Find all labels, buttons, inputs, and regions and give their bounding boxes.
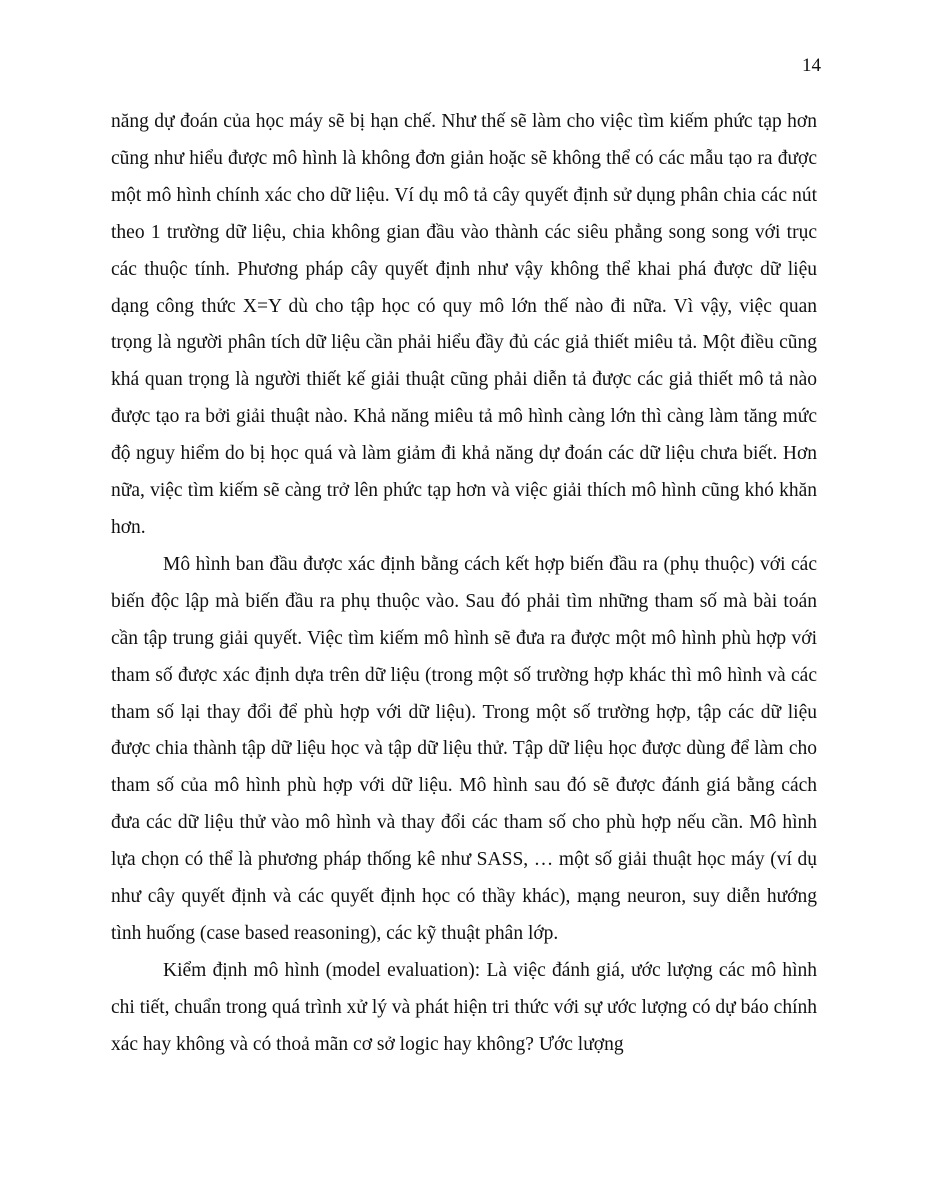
page-number: 14 — [802, 55, 821, 76]
body-text — [111, 104, 817, 1064]
paragraph-2: Mô hình ban đầu được xác định bằng cách kết hợp biến đầu ra (phụ thuộc) với các biến độc lập mà biến đầu ra phụ thuộc vào. Sau đó phải tìm những tham số mà bài toán cần tập trung giải quyết. Việc tìm kiếm mô hình sẽ đưa ra được một mô hình phù hợp với tham số được xác định dựa trên dữ liệu (trong một số trường hợp khác thì mô hình và các tham số lại thay đổi để phù hợp với dữ liệu). Trong một số trường hợp, tập các dữ liệu được chia thành tập dữ liệu học và tập dữ liệu thử. Tập dữ liệu học được dùng để làm cho tham số của mô hình phù hợp với dữ liệu. Mô hình sau đó sẽ được đánh giá bằng cách đưa các dữ liệu thử vào mô hình và thay đổi các tham số cho phù hợp nếu cần. Mô hình lựa chọn có thể là phương pháp thống kê như SASS, … một số giải thuật học máy (ví dụ như cây quyết định và các quyết định học có thầy khác), mạng neuron, suy diễn hướng tình huống (case based reasoning), các kỹ thuật phân lớp. — [111, 553, 817, 944]
paragraph-1: năng dự đoán của học máy sẽ bị hạn chế. Như thế sẽ làm cho việc tìm kiếm phức tạp hơn cũng như hiểu được mô hình là không đơn giản hoặc sẽ không thể có các mẫu tạo ra được một mô hình chính xác cho dữ liệu. Ví dụ mô tả cây quyết định sử dụng phân chia các nút theo 1 trường dữ liệu, chia không gian đầu vào thành các siêu phẳng song song với trục các thuộc tính. Phương pháp cây quyết định như vậy không thể khai phá được dữ liệu dạng công thức X=Y dù cho tập học có quy mô lớn thế nào đi nữa. Vì vậy, việc quan trọng là người phân tích dữ liệu cần phải hiểu đầy đủ các giả thiết miêu tả. Một điều cũng khá quan trọng là người thiết kế giải thuật cũng phải diễn tả được các giả thiết mô tả nào được tạo ra bởi giải thuật nào. Khả năng miêu tả mô hình càng lớn thì càng làm tăng mức độ nguy hiểm do bị học quá và làm giảm đi khả năng dự đoán các dữ liệu chưa biết. Hơn nữa, việc tìm kiếm sẽ càng trở lên phức tạp hơn và việc giải thích mô hình cũng khó khăn hơn. — [111, 111, 817, 538]
paragraph-3: Kiểm định mô hình (model evaluation): Là việc đánh giá, ước lượng các mô hình chi tiết, chuẩn trong quá trình xử lý và phát hiện tri thức với sự ước lượng có dự báo chính xác hay không và có thoả mãn cơ sở logic hay không? Ước lượng — [111, 959, 817, 1055]
